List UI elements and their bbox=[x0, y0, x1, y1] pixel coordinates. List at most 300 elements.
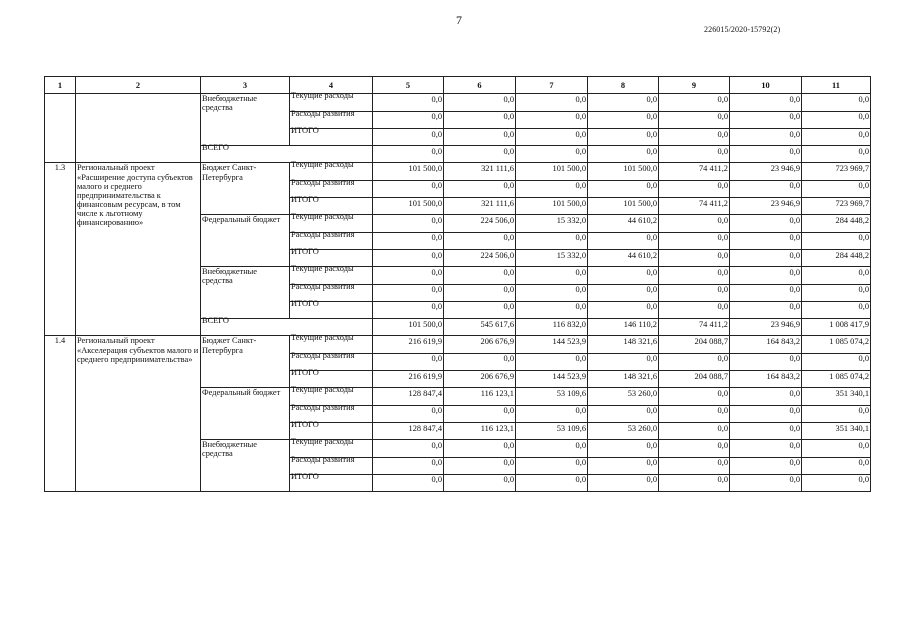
amount-cell bbox=[588, 232, 659, 249]
amount-cell bbox=[659, 232, 730, 249]
amount-value: 53 260,0 bbox=[627, 388, 657, 398]
amount-value: 0,0 bbox=[646, 112, 657, 122]
amount-cell bbox=[659, 180, 730, 197]
amount-cell bbox=[730, 198, 802, 215]
amount-cell bbox=[444, 474, 516, 491]
amount-value: 0,0 bbox=[717, 267, 728, 277]
amount-value: 0,0 bbox=[646, 233, 657, 243]
column-header: 8 bbox=[588, 77, 659, 94]
amount-value: 0,0 bbox=[646, 129, 657, 139]
project-title: Региональный проект «Акселерация субъектов малого и среднего предпринимательства» bbox=[76, 336, 201, 492]
amount-value: 0,0 bbox=[575, 440, 586, 450]
amount-value: 0,0 bbox=[789, 458, 800, 468]
column-header: 1 bbox=[45, 77, 76, 94]
amount-cell bbox=[588, 474, 659, 491]
amount-cell bbox=[659, 353, 730, 370]
amount-cell bbox=[588, 405, 659, 422]
amount-cell bbox=[588, 198, 659, 215]
amount-cell bbox=[659, 249, 730, 266]
expense-type-label: Текущие расходы bbox=[291, 333, 354, 343]
row-number-cell bbox=[45, 94, 76, 163]
amount-cell bbox=[444, 267, 516, 284]
amount-value: 0,0 bbox=[717, 388, 728, 398]
amount-cell bbox=[373, 336, 444, 353]
amount-value: 0,0 bbox=[503, 458, 514, 468]
amount-value: 0,0 bbox=[789, 354, 800, 364]
amount-cell bbox=[730, 94, 802, 111]
amount-cell bbox=[659, 474, 730, 491]
amount-value: 0,0 bbox=[646, 302, 657, 312]
amount-value: 0,0 bbox=[858, 129, 869, 139]
amount-value: 545 617,6 bbox=[480, 319, 514, 329]
grand-total-label: ВСЕГО bbox=[202, 316, 229, 326]
amount-value: 0,0 bbox=[431, 233, 442, 243]
amount-value: 0,0 bbox=[858, 146, 869, 156]
amount-value: 0,0 bbox=[717, 440, 728, 450]
amount-value: 0,0 bbox=[431, 458, 442, 468]
amount-cell bbox=[516, 94, 588, 111]
project-title: Региональный проект «Расширение доступа субъектов малого и среднего предпринимательства к финансовым ресурсам, в том числе к льготному финансированию» bbox=[76, 163, 201, 336]
amount-cell bbox=[588, 457, 659, 474]
amount-value: 1 085 074,2 bbox=[829, 371, 869, 381]
page-number: 7 bbox=[456, 13, 462, 27]
amount-value: 0,0 bbox=[575, 233, 586, 243]
amount-cell bbox=[588, 336, 659, 353]
amount-value: 0,0 bbox=[717, 215, 728, 225]
amount-value: 0,0 bbox=[575, 129, 586, 139]
amount-value: 204 088,7 bbox=[694, 337, 728, 347]
amount-cell bbox=[373, 319, 444, 336]
amount-value: 1 085 074,2 bbox=[829, 337, 869, 347]
amount-value: 128 847,4 bbox=[408, 423, 442, 433]
funding-source-label: Бюджет Санкт-Петербурга bbox=[202, 336, 257, 355]
amount-value: 0,0 bbox=[503, 94, 514, 104]
amount-value: 0,0 bbox=[858, 233, 869, 243]
amount-value: 0,0 bbox=[431, 267, 442, 277]
amount-value: 0,0 bbox=[431, 440, 442, 450]
funding-source-label: Внебюджетные средства bbox=[202, 94, 258, 113]
amount-value: 0,0 bbox=[431, 215, 442, 225]
amount-value: 0,0 bbox=[717, 94, 728, 104]
amount-value: 0,0 bbox=[858, 181, 869, 191]
amount-value: 0,0 bbox=[717, 475, 728, 485]
column-header: 9 bbox=[659, 77, 730, 94]
amount-value: 0,0 bbox=[646, 94, 657, 104]
amount-cell bbox=[730, 180, 802, 197]
amount-cell bbox=[444, 284, 516, 301]
amount-cell bbox=[730, 215, 802, 232]
amount-cell bbox=[373, 405, 444, 422]
amount-value: 0,0 bbox=[503, 112, 514, 122]
amount-cell bbox=[373, 474, 444, 491]
amount-cell bbox=[802, 232, 871, 249]
amount-value: 0,0 bbox=[503, 302, 514, 312]
column-header: 3 bbox=[201, 77, 290, 94]
amount-cell bbox=[516, 457, 588, 474]
amount-cell bbox=[659, 146, 730, 163]
amount-value: 0,0 bbox=[717, 112, 728, 122]
amount-value: 0,0 bbox=[646, 475, 657, 485]
funding-source-label: Федеральный бюджет bbox=[202, 388, 281, 398]
amount-cell bbox=[516, 422, 588, 439]
amount-cell bbox=[588, 163, 659, 180]
amount-value: 206 676,9 bbox=[480, 371, 514, 381]
amount-cell bbox=[444, 440, 516, 457]
amount-value: 0,0 bbox=[431, 475, 442, 485]
amount-cell bbox=[516, 215, 588, 232]
amount-cell bbox=[659, 336, 730, 353]
amount-cell bbox=[659, 319, 730, 336]
table-body bbox=[45, 91, 871, 492]
amount-value: 0,0 bbox=[503, 285, 514, 295]
amount-cell bbox=[730, 422, 802, 439]
amount-cell bbox=[588, 111, 659, 128]
amount-cell bbox=[373, 457, 444, 474]
amount-cell bbox=[730, 111, 802, 128]
expense-type-label: Текущие расходы bbox=[291, 160, 354, 170]
amount-value: 0,0 bbox=[789, 181, 800, 191]
amount-cell bbox=[444, 215, 516, 232]
amount-cell bbox=[659, 198, 730, 215]
amount-cell bbox=[444, 180, 516, 197]
funding-source-label: Бюджет Санкт-Петербурга bbox=[202, 163, 257, 182]
amount-cell bbox=[444, 163, 516, 180]
amount-cell bbox=[659, 301, 730, 318]
expense-type-cell bbox=[290, 471, 373, 491]
amount-cell bbox=[516, 163, 588, 180]
amount-cell bbox=[373, 94, 444, 111]
amount-cell bbox=[444, 128, 516, 145]
funding-source-label: Внебюджетные средства bbox=[202, 440, 258, 459]
amount-cell bbox=[802, 267, 871, 284]
amount-value: 44 610,2 bbox=[627, 250, 657, 260]
amount-cell bbox=[730, 336, 802, 353]
amount-value: 0,0 bbox=[789, 475, 800, 485]
amount-value: 53 109,6 bbox=[556, 423, 586, 433]
amount-value: 0,0 bbox=[575, 94, 586, 104]
expense-type-label: Расходы развития bbox=[291, 229, 355, 239]
amount-value: 128 847,4 bbox=[408, 388, 442, 398]
amount-value: 224 506,0 bbox=[480, 250, 514, 260]
amount-cell bbox=[588, 128, 659, 145]
amount-cell bbox=[516, 319, 588, 336]
expense-type-label: ИТОГО bbox=[291, 125, 319, 135]
amount-cell bbox=[444, 353, 516, 370]
amount-value: 723 969,7 bbox=[835, 198, 869, 208]
amount-value: 0,0 bbox=[575, 475, 586, 485]
amount-value: 0,0 bbox=[431, 146, 442, 156]
amount-cell bbox=[730, 232, 802, 249]
expense-type-label: ИТОГО bbox=[291, 246, 319, 256]
amount-cell bbox=[516, 353, 588, 370]
amount-cell bbox=[516, 440, 588, 457]
amount-value: 0,0 bbox=[858, 475, 869, 485]
amount-cell bbox=[444, 232, 516, 249]
amount-value: 0,0 bbox=[575, 112, 586, 122]
expense-type-label: Расходы развития bbox=[291, 281, 355, 291]
amount-cell bbox=[516, 405, 588, 422]
amount-cell bbox=[516, 146, 588, 163]
amount-value: 0,0 bbox=[575, 146, 586, 156]
amount-cell bbox=[659, 388, 730, 405]
amount-value: 216 619,9 bbox=[408, 371, 442, 381]
amount-cell bbox=[802, 353, 871, 370]
amount-cell bbox=[659, 111, 730, 128]
amount-value: 351 340,1 bbox=[835, 388, 869, 398]
amount-cell bbox=[373, 146, 444, 163]
amount-value: 0,0 bbox=[789, 233, 800, 243]
amount-value: 23 946,9 bbox=[770, 198, 800, 208]
amount-cell bbox=[373, 249, 444, 266]
amount-cell bbox=[588, 267, 659, 284]
column-header: 5 bbox=[373, 77, 444, 94]
amount-cell bbox=[802, 180, 871, 197]
amount-cell bbox=[373, 163, 444, 180]
amount-cell bbox=[588, 94, 659, 111]
amount-value: 0,0 bbox=[575, 285, 586, 295]
document-id: 226015/2020-15792(2) bbox=[704, 25, 781, 34]
amount-value: 0,0 bbox=[717, 129, 728, 139]
amount-cell bbox=[730, 249, 802, 266]
amount-value: 0,0 bbox=[431, 129, 442, 139]
amount-value: 216 619,9 bbox=[408, 337, 442, 347]
expense-type-label: Текущие расходы bbox=[291, 264, 354, 274]
amount-value: 101 500,0 bbox=[408, 164, 442, 174]
amount-value: 146 110,2 bbox=[623, 319, 657, 329]
amount-value: 0,0 bbox=[575, 181, 586, 191]
amount-cell bbox=[588, 284, 659, 301]
amount-value: 0,0 bbox=[717, 302, 728, 312]
amount-value: 0,0 bbox=[646, 181, 657, 191]
amount-value: 116 832,0 bbox=[552, 319, 586, 329]
amount-cell bbox=[516, 474, 588, 491]
amount-cell bbox=[373, 353, 444, 370]
amount-value: 351 340,1 bbox=[835, 423, 869, 433]
amount-cell bbox=[588, 440, 659, 457]
amount-value: 0,0 bbox=[431, 302, 442, 312]
column-header: 7 bbox=[516, 77, 588, 94]
amount-cell bbox=[516, 111, 588, 128]
amount-cell bbox=[516, 128, 588, 145]
funding-source-cell bbox=[201, 163, 290, 215]
amount-cell bbox=[802, 319, 871, 336]
amount-value: 0,0 bbox=[575, 354, 586, 364]
expense-type-label: ИТОГО bbox=[291, 368, 319, 378]
amount-cell bbox=[802, 163, 871, 180]
amount-value: 0,0 bbox=[503, 440, 514, 450]
amount-value: 116 123,1 bbox=[480, 423, 514, 433]
amount-cell bbox=[444, 371, 516, 388]
amount-value: 0,0 bbox=[789, 94, 800, 104]
column-header: 4 bbox=[290, 77, 373, 94]
column-header: 11 bbox=[802, 77, 871, 94]
amount-cell bbox=[373, 371, 444, 388]
expense-type-label: Текущие расходы bbox=[291, 437, 354, 447]
amount-cell bbox=[802, 128, 871, 145]
amount-cell bbox=[588, 215, 659, 232]
amount-cell bbox=[516, 301, 588, 318]
amount-cell bbox=[588, 388, 659, 405]
column-header: 10 bbox=[730, 77, 802, 94]
amount-cell bbox=[730, 353, 802, 370]
amount-value: 15 332,0 bbox=[556, 215, 586, 225]
amount-value: 74 411,2 bbox=[698, 319, 728, 329]
amount-value: 0,0 bbox=[789, 285, 800, 295]
amount-value: 0,0 bbox=[575, 302, 586, 312]
amount-cell bbox=[588, 301, 659, 318]
amount-cell bbox=[659, 371, 730, 388]
expense-type-label: Расходы развития bbox=[291, 177, 355, 187]
amount-value: 0,0 bbox=[858, 406, 869, 416]
amount-cell bbox=[588, 371, 659, 388]
amount-cell bbox=[802, 405, 871, 422]
amount-cell bbox=[730, 146, 802, 163]
amount-cell bbox=[373, 388, 444, 405]
amount-value: 321 111,6 bbox=[481, 198, 514, 208]
funding-source-cell bbox=[201, 94, 290, 146]
amount-cell bbox=[588, 249, 659, 266]
amount-value: 0,0 bbox=[717, 181, 728, 191]
expense-type-label: Расходы развития bbox=[291, 454, 355, 464]
amount-value: 0,0 bbox=[646, 440, 657, 450]
amount-value: 0,0 bbox=[789, 406, 800, 416]
amount-value: 0,0 bbox=[503, 181, 514, 191]
amount-cell bbox=[730, 457, 802, 474]
project-number: 1.3 bbox=[45, 163, 76, 336]
amount-value: 0,0 bbox=[789, 267, 800, 277]
amount-value: 0,0 bbox=[646, 267, 657, 277]
amount-cell bbox=[373, 440, 444, 457]
budget-table bbox=[44, 76, 871, 492]
expense-type-label: Расходы развития bbox=[291, 108, 355, 118]
amount-value: 0,0 bbox=[431, 406, 442, 416]
amount-value: 0,0 bbox=[503, 146, 514, 156]
amount-value: 0,0 bbox=[717, 250, 728, 260]
amount-value: 148 321,6 bbox=[623, 337, 657, 347]
column-header: 6 bbox=[444, 77, 516, 94]
expense-type-label: ИТОГО bbox=[291, 195, 319, 205]
amount-value: 0,0 bbox=[789, 440, 800, 450]
amount-cell bbox=[444, 319, 516, 336]
amount-cell bbox=[659, 457, 730, 474]
funding-source-cell bbox=[201, 440, 290, 492]
amount-cell bbox=[373, 111, 444, 128]
expense-type-cell bbox=[290, 298, 373, 318]
amount-value: 0,0 bbox=[503, 233, 514, 243]
amount-value: 204 088,7 bbox=[694, 371, 728, 381]
amount-value: 0,0 bbox=[858, 302, 869, 312]
amount-cell bbox=[373, 232, 444, 249]
amount-cell bbox=[444, 94, 516, 111]
amount-cell bbox=[444, 388, 516, 405]
amount-cell bbox=[730, 388, 802, 405]
amount-value: 0,0 bbox=[431, 250, 442, 260]
amount-cell bbox=[516, 336, 588, 353]
amount-cell bbox=[730, 267, 802, 284]
amount-value: 0,0 bbox=[789, 129, 800, 139]
amount-value: 0,0 bbox=[858, 112, 869, 122]
grand-total-label: ВСЕГО bbox=[202, 143, 229, 153]
amount-cell bbox=[373, 198, 444, 215]
amount-value: 0,0 bbox=[717, 233, 728, 243]
amount-value: 0,0 bbox=[503, 354, 514, 364]
amount-value: 0,0 bbox=[646, 285, 657, 295]
amount-cell bbox=[373, 422, 444, 439]
funding-source-cell bbox=[201, 215, 290, 267]
amount-value: 1 008 417,9 bbox=[829, 319, 869, 329]
amount-cell bbox=[516, 249, 588, 266]
amount-value: 0,0 bbox=[646, 354, 657, 364]
amount-cell bbox=[444, 422, 516, 439]
amount-value: 23 946,9 bbox=[770, 319, 800, 329]
amount-value: 0,0 bbox=[503, 267, 514, 277]
amount-value: 0,0 bbox=[858, 285, 869, 295]
column-number-row bbox=[45, 77, 871, 94]
amount-cell bbox=[659, 163, 730, 180]
expense-type-label: ИТОГО bbox=[291, 298, 319, 308]
amount-cell bbox=[516, 180, 588, 197]
funding-source-cell bbox=[201, 336, 290, 388]
amount-cell bbox=[730, 405, 802, 422]
amount-cell bbox=[444, 301, 516, 318]
amount-cell bbox=[802, 371, 871, 388]
amount-value: 0,0 bbox=[575, 406, 586, 416]
expense-type-cell bbox=[290, 125, 373, 145]
amount-cell bbox=[516, 284, 588, 301]
amount-cell bbox=[659, 405, 730, 422]
amount-value: 101 500,0 bbox=[552, 198, 586, 208]
amount-cell bbox=[444, 198, 516, 215]
project-number: 1.4 bbox=[45, 336, 76, 492]
funding-source-cell bbox=[201, 267, 290, 319]
expense-type-label: ИТОГО bbox=[291, 419, 319, 429]
amount-value: 0,0 bbox=[789, 423, 800, 433]
amount-value: 0,0 bbox=[431, 112, 442, 122]
funding-source-label: Федеральный бюджет bbox=[202, 215, 281, 225]
amount-cell bbox=[444, 336, 516, 353]
expense-type-label: Расходы развития bbox=[291, 402, 355, 412]
amount-value: 0,0 bbox=[858, 458, 869, 468]
amount-value: 44 610,2 bbox=[627, 215, 657, 225]
amount-value: 321 111,6 bbox=[481, 164, 514, 174]
amount-cell bbox=[730, 128, 802, 145]
amount-cell bbox=[373, 267, 444, 284]
amount-value: 101 500,0 bbox=[623, 164, 657, 174]
amount-value: 53 260,0 bbox=[627, 423, 657, 433]
amount-value: 101 500,0 bbox=[552, 164, 586, 174]
amount-cell bbox=[802, 474, 871, 491]
amount-cell bbox=[516, 388, 588, 405]
amount-cell bbox=[730, 474, 802, 491]
amount-value: 74 411,2 bbox=[698, 164, 728, 174]
amount-value: 284 448,2 bbox=[835, 215, 869, 225]
amount-cell bbox=[588, 180, 659, 197]
amount-value: 723 969,7 bbox=[835, 164, 869, 174]
amount-value: 224 506,0 bbox=[480, 215, 514, 225]
amount-cell bbox=[659, 284, 730, 301]
amount-value: 23 946,9 bbox=[770, 164, 800, 174]
amount-cell bbox=[659, 440, 730, 457]
amount-cell bbox=[373, 128, 444, 145]
amount-value: 0,0 bbox=[717, 146, 728, 156]
amount-cell bbox=[659, 128, 730, 145]
amount-cell bbox=[802, 249, 871, 266]
amount-value: 0,0 bbox=[717, 354, 728, 364]
amount-cell bbox=[659, 422, 730, 439]
column-header: 2 bbox=[76, 77, 201, 94]
amount-value: 0,0 bbox=[717, 285, 728, 295]
amount-value: 284 448,2 bbox=[835, 250, 869, 260]
